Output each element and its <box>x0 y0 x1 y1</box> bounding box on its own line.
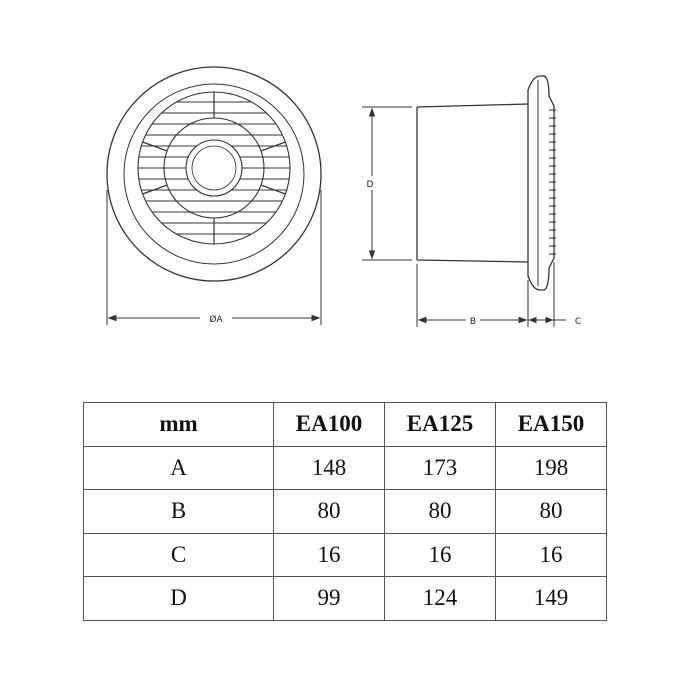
dim-label-b: B <box>469 317 477 327</box>
table-cell: 124 <box>385 577 496 621</box>
side-dim-b-c <box>417 262 566 327</box>
arrow-b-right <box>519 318 526 323</box>
table-cell: 99 <box>274 577 385 621</box>
row-label: A <box>84 446 274 490</box>
table-cell: 198 <box>496 446 607 490</box>
front-view <box>107 67 321 281</box>
spec-table <box>83 402 607 621</box>
table-row <box>84 490 607 534</box>
arrow-d-top <box>370 109 375 116</box>
table-cell: 16 <box>274 533 385 577</box>
arrow-b-left <box>419 318 426 323</box>
dim-label-c: C <box>574 317 582 327</box>
grille-hub-inner <box>192 146 236 190</box>
side-grille-teeth <box>549 110 556 254</box>
arrow-left <box>109 316 116 321</box>
row-label: C <box>84 533 274 577</box>
header-model: EA125 <box>385 403 496 447</box>
header-unit: mm <box>84 403 274 447</box>
dim-label-a: ØA <box>209 315 223 325</box>
table-row <box>84 577 607 621</box>
table-cell: 16 <box>496 533 607 577</box>
side-view <box>417 76 556 290</box>
table-cell: 149 <box>496 577 607 621</box>
header-model: EA100 <box>274 403 385 447</box>
arrow-c-right <box>546 318 552 323</box>
header-model: EA150 <box>496 403 607 447</box>
table-cell: 173 <box>385 446 496 490</box>
table-row <box>84 446 607 490</box>
row-label: D <box>84 577 274 621</box>
table-cell: 80 <box>385 490 496 534</box>
dim-label-d: D <box>366 180 374 190</box>
table-cell: 80 <box>496 490 607 534</box>
arrow-c-left <box>530 318 536 323</box>
row-label: B <box>84 490 274 534</box>
table-row <box>84 533 607 577</box>
table-cell: 80 <box>274 490 385 534</box>
table-cell: 148 <box>274 446 385 490</box>
duct-body <box>417 104 528 262</box>
grille-hub <box>186 140 242 196</box>
table-cell: 16 <box>385 533 496 577</box>
arrow-d-bottom <box>370 251 375 258</box>
flange-outline <box>528 76 554 290</box>
front-dim-a <box>107 190 321 325</box>
table-header-row <box>84 403 607 447</box>
arrow-right <box>312 316 319 321</box>
